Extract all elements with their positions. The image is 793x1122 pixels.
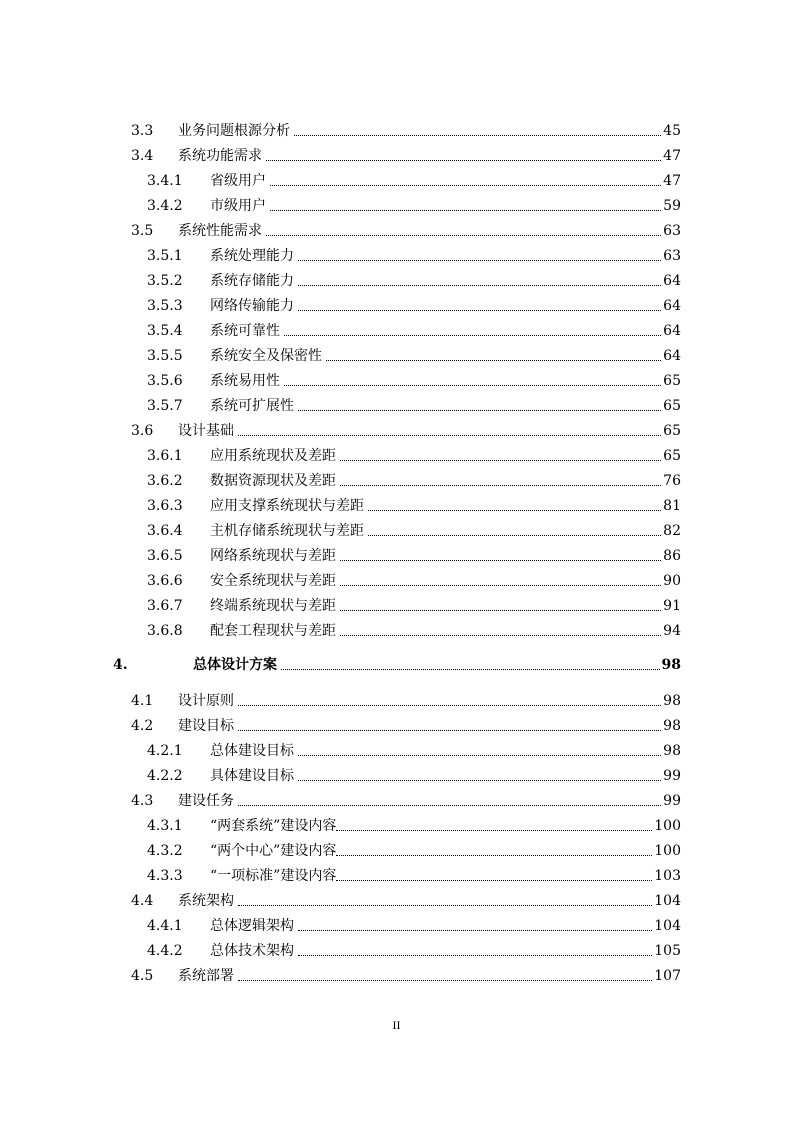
toc-entry-number: 3.6.3 xyxy=(147,498,183,514)
toc-dot-leader xyxy=(270,209,661,211)
toc-entry-title: 系统处理能力 xyxy=(210,248,294,264)
toc-entry-number: 3.5.5 xyxy=(147,348,183,364)
toc-entry-number: 4.3.1 xyxy=(147,818,183,834)
toc-entry-number: 4.3.3 xyxy=(147,868,183,884)
toc-entry-title: 系统存储能力 xyxy=(210,273,294,289)
toc-entry-page: 100 xyxy=(654,818,681,834)
toc-entry[interactable] xyxy=(131,418,681,440)
toc-entry[interactable] xyxy=(147,193,681,215)
toc-entry[interactable] xyxy=(147,593,681,615)
toc-entry[interactable] xyxy=(147,468,681,490)
toc-entry-title: 系统架构 xyxy=(178,893,234,909)
toc-entry-page: 99 xyxy=(663,768,681,784)
toc-entry-title: “一项标准”建设内容 xyxy=(210,868,337,884)
toc-entry-page: 104 xyxy=(654,893,681,909)
toc-entry-title: 设计原则 xyxy=(178,693,234,709)
toc-entry-number: 4.2 xyxy=(131,718,154,734)
toc-entry-page: 47 xyxy=(663,173,681,189)
toc-entry-title: 系统安全及保密性 xyxy=(210,348,322,364)
toc-entry[interactable] xyxy=(147,738,681,760)
toc-entry-number: 3.5.7 xyxy=(147,398,183,414)
toc-entry[interactable] xyxy=(147,493,681,515)
toc-entry[interactable] xyxy=(131,713,681,735)
toc-entry-page: 104 xyxy=(654,918,681,934)
toc-entry-page: 98 xyxy=(661,657,681,673)
toc-entry[interactable] xyxy=(147,863,681,885)
toc-entry-page: 107 xyxy=(654,968,681,984)
toc-dot-leader xyxy=(340,584,661,586)
toc-entry-title: 应用支撑系统现状与差距 xyxy=(210,498,364,514)
toc-entry[interactable] xyxy=(147,838,681,860)
toc-entry-page: 86 xyxy=(663,548,681,564)
toc-dot-leader xyxy=(284,384,661,386)
toc-entry-number: 3.6.7 xyxy=(147,598,183,614)
toc-entry-number: 3.6.5 xyxy=(147,548,183,564)
toc-entry-title: 安全系统现状与差距 xyxy=(210,573,336,589)
toc-entry-page: 105 xyxy=(654,943,681,959)
toc-entry-number: 3.4.1 xyxy=(147,173,183,189)
toc-entry-number: 3.6 xyxy=(131,423,154,439)
toc-entry-number: 4.3.2 xyxy=(147,843,183,859)
toc-entry-page: 65 xyxy=(663,448,681,464)
toc-entry-page: 98 xyxy=(663,693,681,709)
toc-entry-page: 94 xyxy=(663,623,681,639)
toc-entry-title: 总体建设目标 xyxy=(210,743,294,759)
toc-entry-number: 3.6.4 xyxy=(147,523,183,539)
toc-dot-leader xyxy=(368,509,661,511)
toc-entry-number: 3.6.1 xyxy=(147,448,183,464)
toc-entry-number: 3.5.1 xyxy=(147,248,183,264)
toc-entry-title: 总体逻辑架构 xyxy=(210,918,294,934)
toc-dot-leader xyxy=(326,359,661,361)
toc-entry-page: 103 xyxy=(654,868,681,884)
toc-entry-title: 网络系统现状与差距 xyxy=(210,548,336,564)
toc-dot-leader xyxy=(281,668,660,670)
toc-entry-number: 3.4.2 xyxy=(147,198,183,214)
toc-dot-leader xyxy=(340,459,661,461)
toc-entry-number: 3.6.8 xyxy=(147,623,183,639)
toc-entry-title: 省级用户 xyxy=(210,173,266,189)
toc-entry[interactable] xyxy=(147,568,681,590)
toc-dot-leader xyxy=(238,804,661,806)
toc-entry[interactable] xyxy=(147,268,681,290)
toc-entry-number: 4.2.2 xyxy=(147,768,183,784)
page-footer-number: II xyxy=(392,1018,401,1032)
toc-dot-leader xyxy=(270,184,661,186)
toc-entry-number: 3.5.3 xyxy=(147,298,183,314)
toc-entry-page: 98 xyxy=(663,743,681,759)
toc-entry-page: 45 xyxy=(663,123,681,139)
toc-entry-title: 建设任务 xyxy=(178,793,234,809)
toc-entry-page: 82 xyxy=(663,523,681,539)
toc-entry[interactable] xyxy=(131,118,681,140)
toc-entry[interactable] xyxy=(147,938,681,960)
toc-entry-title: 系统功能需求 xyxy=(178,148,262,164)
toc-entry-page: 63 xyxy=(663,223,681,239)
toc-entry[interactable] xyxy=(147,368,681,390)
toc-entry-title: 系统易用性 xyxy=(210,373,280,389)
toc-entry-page: 65 xyxy=(663,398,681,414)
toc-entry-title: 系统可靠性 xyxy=(210,323,280,339)
toc-entry[interactable] xyxy=(147,763,681,785)
toc-entry-title: 设计基础 xyxy=(178,423,234,439)
toc-entry[interactable] xyxy=(147,393,681,415)
toc-entry-title: “两套系统”建设内容 xyxy=(210,818,337,834)
toc-entry[interactable] xyxy=(131,143,681,165)
toc-entry-page: 64 xyxy=(663,323,681,339)
toc-dot-leader xyxy=(340,634,661,636)
toc-dot-leader xyxy=(336,879,652,881)
toc-dot-leader xyxy=(284,334,661,336)
toc-entry-number: 4.4 xyxy=(131,893,154,909)
toc-dot-leader xyxy=(298,929,652,931)
toc-entry[interactable] xyxy=(131,888,681,910)
toc-entry-title: 系统可扩展性 xyxy=(210,398,294,414)
toc-entry-title: 系统性能需求 xyxy=(178,223,262,239)
toc-entry-title: 系统部署 xyxy=(178,968,234,984)
toc-entry-title: “两个中心”建设内容 xyxy=(210,843,337,859)
toc-dot-leader xyxy=(340,609,661,611)
toc-entry[interactable] xyxy=(131,218,681,240)
toc-entry-page: 90 xyxy=(663,573,681,589)
toc-entry-page: 65 xyxy=(663,423,681,439)
toc-dot-leader xyxy=(298,954,652,956)
toc-entry-page: 59 xyxy=(663,198,681,214)
toc-entry-page: 47 xyxy=(663,148,681,164)
toc-entry-title: 数据资源现状及差距 xyxy=(210,473,336,489)
toc-dot-leader xyxy=(238,904,652,906)
toc-entry-title: 配套工程现状与差距 xyxy=(210,623,336,639)
toc-entry[interactable] xyxy=(147,293,681,315)
toc-entry-page: 65 xyxy=(663,373,681,389)
toc-entry[interactable] xyxy=(147,618,681,640)
toc-entry[interactable] xyxy=(147,913,681,935)
toc-dot-leader xyxy=(336,829,652,831)
toc-dot-leader xyxy=(336,854,652,856)
toc-entry-number: 3.3 xyxy=(131,123,154,139)
toc-entry-title: 总体设计方案 xyxy=(193,657,277,673)
toc-entry-number: 3.4 xyxy=(131,148,154,164)
toc-dot-leader xyxy=(368,534,661,536)
toc-entry-title: 总体技术架构 xyxy=(210,943,294,959)
toc-entry-number: 3.6.6 xyxy=(147,573,183,589)
toc-dot-leader xyxy=(238,729,661,731)
toc-entry[interactable] xyxy=(131,688,681,710)
toc-entry-page: 98 xyxy=(663,718,681,734)
toc-dot-leader xyxy=(266,159,661,161)
toc-entry-number: 4.5 xyxy=(131,968,154,984)
toc-entry-title: 网络传输能力 xyxy=(210,298,294,314)
toc-dot-leader xyxy=(298,259,661,261)
toc-dot-leader xyxy=(298,779,661,781)
toc-entry-title: 建设目标 xyxy=(178,718,234,734)
toc-entry-number: 4.4.1 xyxy=(147,918,183,934)
toc-entry-page: 64 xyxy=(663,298,681,314)
toc-entry[interactable] xyxy=(131,788,681,810)
toc-entry-page: 64 xyxy=(663,348,681,364)
toc-entry-title: 市级用户 xyxy=(210,198,266,214)
toc-dot-leader xyxy=(298,309,661,311)
toc-entry-number: 4.2.1 xyxy=(147,743,183,759)
toc-entry[interactable] xyxy=(147,443,681,465)
toc-entry-title: 应用系统现状及差距 xyxy=(210,448,336,464)
toc-entry[interactable] xyxy=(131,963,681,985)
toc-entry[interactable] xyxy=(147,813,681,835)
toc-dot-leader xyxy=(340,484,661,486)
toc-entry[interactable] xyxy=(113,652,681,674)
toc-entry-number: 4.4.2 xyxy=(147,943,183,959)
toc-entry-number: 4. xyxy=(113,657,128,673)
toc-entry-number: 4.1 xyxy=(131,693,154,709)
toc-dot-leader xyxy=(238,434,661,436)
toc-entry[interactable] xyxy=(147,518,681,540)
toc-entry-number: 3.5 xyxy=(131,223,154,239)
toc-dot-leader xyxy=(340,559,661,561)
toc-entry-number: 3.5.2 xyxy=(147,273,183,289)
toc-entry[interactable] xyxy=(147,168,681,190)
toc-entry-number: 3.5.6 xyxy=(147,373,183,389)
toc-entry-title: 具体建设目标 xyxy=(210,768,294,784)
toc-entry-page: 91 xyxy=(663,598,681,614)
toc-entry-number: 3.6.2 xyxy=(147,473,183,489)
toc-dot-leader xyxy=(298,409,661,411)
toc-entry-page: 81 xyxy=(663,498,681,514)
toc-dot-leader xyxy=(298,754,661,756)
toc-entry-title: 终端系统现状与差距 xyxy=(210,598,336,614)
toc-entry[interactable] xyxy=(147,343,681,365)
toc-entry-page: 99 xyxy=(663,793,681,809)
toc-entry-title: 业务问题根源分析 xyxy=(178,123,290,139)
toc-entry-page: 100 xyxy=(654,843,681,859)
toc-entry-title: 主机存储系统现状与差距 xyxy=(210,523,364,539)
toc-entry[interactable] xyxy=(147,243,681,265)
toc-entry-number: 3.5.4 xyxy=(147,323,183,339)
toc-entry-page: 76 xyxy=(663,473,681,489)
toc-entry-page: 64 xyxy=(663,273,681,289)
toc-dot-leader xyxy=(298,284,661,286)
toc-entry[interactable] xyxy=(147,318,681,340)
toc-dot-leader xyxy=(294,134,661,136)
toc-entry[interactable] xyxy=(147,543,681,565)
toc-dot-leader xyxy=(238,704,661,706)
toc-dot-leader xyxy=(266,234,661,236)
toc-entry-page: 63 xyxy=(663,248,681,264)
toc-dot-leader xyxy=(238,979,652,981)
toc-entry-number: 4.3 xyxy=(131,793,154,809)
